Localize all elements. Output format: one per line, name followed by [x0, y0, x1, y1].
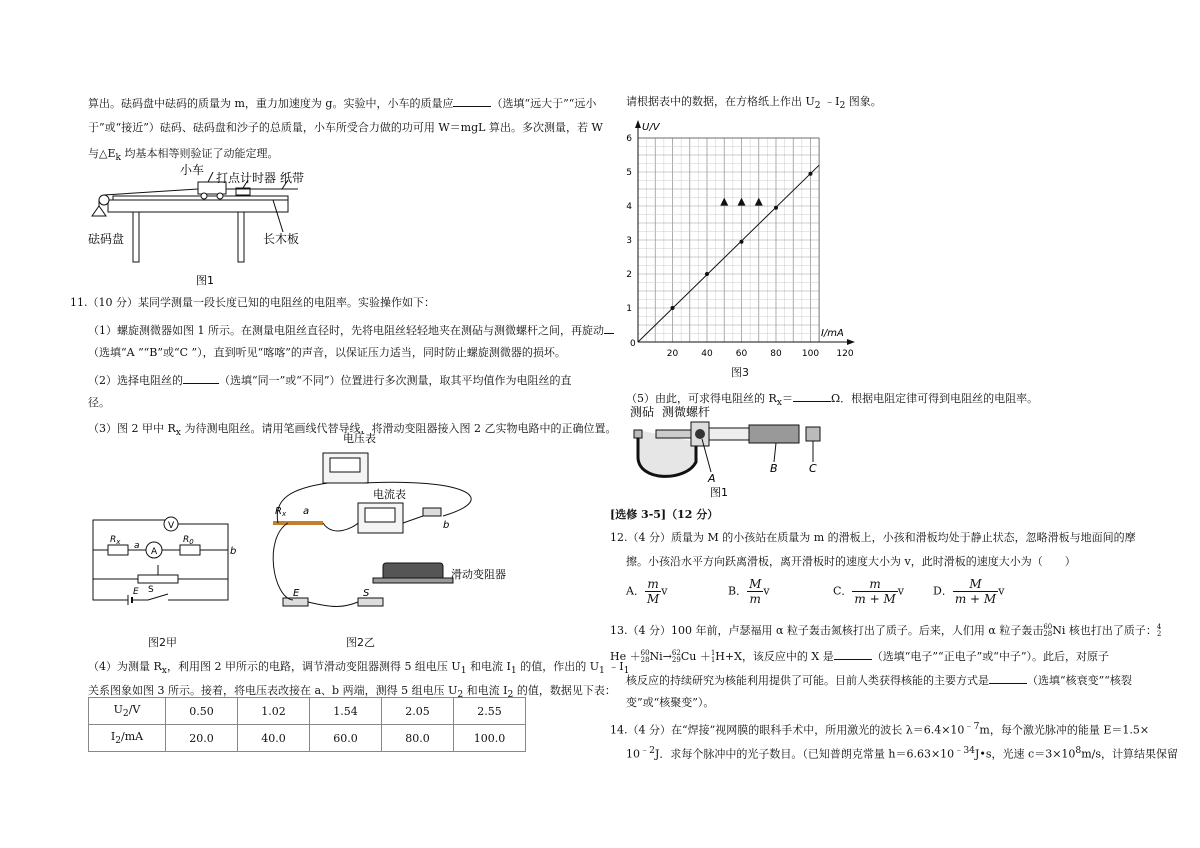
y-tick-label: 4 — [626, 202, 632, 212]
label-anvil: 测砧 — [630, 405, 655, 419]
subscript: x — [175, 427, 181, 439]
text-line — [88, 372, 572, 388]
text: m，每个激光脉冲的能量 E＝1.5× — [979, 723, 1150, 737]
label-b: b — [443, 520, 450, 531]
text: J•s，光速 c＝3×10 — [975, 747, 1076, 761]
text: （5）由此，可求得电阻丝的 R — [626, 392, 777, 405]
text: m/s，计算结果保留 — [1081, 747, 1179, 761]
string — [104, 189, 198, 195]
text-line — [626, 672, 1132, 688]
text-line: 变”或“核聚变”）。 — [626, 696, 715, 709]
x-tick-label: 60 — [735, 349, 748, 359]
option-c[interactable] — [833, 577, 904, 606]
subscript: x — [161, 665, 167, 677]
table-cell: 1.54 — [310, 698, 382, 725]
subscript: k — [115, 152, 122, 164]
answer-blank[interactable] — [183, 372, 219, 384]
figure-caption: 图2甲 — [148, 636, 177, 649]
superscript: ﹣34 — [954, 745, 975, 756]
wire — [273, 523, 293, 600]
option-label: C． — [833, 584, 853, 598]
text-line: （选填“A ”“B”或“C ”），直到听见“喀喀”的声音，以保证压力适当，同时防止螺旋测微器的损坏。 — [88, 346, 566, 359]
text-line — [610, 624, 1161, 638]
text: （4）为测量 R — [88, 660, 162, 673]
label-a: A — [708, 472, 716, 485]
anvil — [634, 430, 642, 438]
subscript: 1 — [460, 665, 467, 677]
figure-circuit-schematic — [88, 510, 248, 610]
isotope: 1 1 — [710, 649, 716, 664]
weight-tray — [92, 206, 106, 216]
subscript: 1 — [598, 665, 605, 677]
u-i-chart — [626, 112, 886, 374]
text: 13.（4 分）100 年前，卢瑟福用 α 粒子轰击氮核打出了质子。后来，人们用 α 粒子轰击 — [610, 624, 1044, 637]
r0-device — [423, 508, 441, 516]
sleeve — [709, 428, 749, 440]
text: （选填“电子”“正电子”或“中子”）。此后，对原子 — [871, 650, 1110, 663]
wheel — [201, 193, 207, 199]
figure-micrometer — [626, 402, 846, 502]
variable: v — [998, 584, 1005, 598]
subscript: 1 — [510, 665, 517, 677]
text: ，利用图 2 甲所示的电路，调节滑动变阻器测得 5 组电压 U — [166, 660, 461, 673]
text-line: 擦。小孩沿水平方向跃离滑板，离开滑板时的速度大小为 v，此时滑板的速度大小为（ ） — [626, 555, 1076, 568]
option-a[interactable] — [626, 577, 667, 606]
label-a: a — [303, 506, 310, 517]
text: （2）选择电阻丝的 — [88, 374, 183, 387]
fraction: $\frac{M}{m}$ — [749, 577, 762, 606]
text: ﹣I — [820, 95, 840, 108]
x-tick-label: 100 — [801, 349, 820, 359]
triangle-marker — [755, 198, 763, 206]
leader — [208, 172, 213, 182]
table-header: $U_2/V$ — [89, 698, 166, 725]
text: 10 — [626, 747, 640, 761]
text: 和电流 I — [466, 660, 511, 673]
text-line — [610, 648, 1109, 664]
y-tick-label: 6 — [626, 134, 632, 144]
subscript: 2 — [839, 100, 846, 112]
label-ammeter: 电流表 — [373, 488, 406, 501]
table-row — [89, 698, 526, 725]
triangle-marker — [737, 198, 745, 206]
subscript: 1 — [623, 665, 630, 677]
isotope: 60 28 — [1043, 623, 1053, 638]
x-tick-label: 120 — [836, 349, 854, 359]
option-b[interactable] — [728, 577, 770, 606]
wire — [403, 516, 423, 523]
subscript: 2 — [814, 100, 821, 112]
text: 算出。砝码盘中砝码的质量为 m，重力加速度为 g。实验中，小车的质量应 — [88, 97, 454, 110]
switch-device — [358, 598, 383, 606]
dial — [330, 458, 360, 472]
text: （选填“同一”或“不同”）位置进行多次测量，取其平均值作为电阻丝的直 — [219, 374, 572, 387]
text-line: 于”或“接近”）砝码、砝码盘和沙子的总质量，小车所受合力做的功可用 W＝mgL 算出。多次测量，若 W — [88, 121, 603, 134]
data-point — [670, 306, 674, 310]
label-spindle: 测微螺杆 — [662, 405, 711, 419]
subscript: 2 — [457, 689, 464, 701]
label-tray: 砝码盘 — [88, 232, 125, 246]
y-tick-label: 1 — [626, 304, 632, 314]
figure-caption: 图3 — [731, 366, 749, 379]
answer-blank[interactable] — [793, 390, 831, 402]
isotope: 62 29 — [671, 649, 681, 664]
text-line: 径。 — [88, 396, 110, 409]
data-point — [739, 240, 743, 244]
table-top — [108, 200, 288, 212]
section-title: [选修 3-5]（12 分） — [610, 508, 719, 521]
text-line: 12.（4 分）质量为 M 的小孩站在质量为 m 的滑板上，小孩和滑板均处于静止状态，忽略滑板与地面间的摩 — [610, 531, 1136, 544]
label-s: S — [363, 588, 370, 599]
superscript: ﹣7 — [964, 721, 980, 732]
figure-caption: 图1 — [710, 486, 728, 499]
label-rx: $R_x$ — [110, 535, 121, 546]
variable: v — [763, 584, 770, 598]
text-line — [626, 744, 1178, 762]
label-a-meter: A — [151, 547, 158, 557]
label-v: V — [168, 521, 175, 531]
isotope: 60 28 — [640, 649, 650, 664]
data-point — [808, 172, 812, 176]
text: 请根据表中的数据，在方格纸上作出 U — [626, 95, 815, 108]
text-line — [88, 322, 614, 338]
option-label: D． — [933, 584, 953, 598]
figure-caption: 图2乙 — [346, 636, 375, 649]
option-label: A． — [626, 584, 645, 598]
wire — [93, 550, 128, 600]
answer-blank[interactable] — [604, 322, 614, 334]
text-line — [88, 95, 596, 111]
text: Ω．根据电阻定律可得到电阻丝的电阻率。 — [830, 392, 1039, 405]
text-line — [88, 660, 629, 678]
table-cell: 80.0 — [382, 725, 454, 752]
text: 与△E — [88, 147, 116, 160]
label-a: a — [134, 541, 140, 551]
wire — [308, 602, 358, 607]
x-tick-label: 80 — [770, 349, 782, 359]
figure-cart-table — [88, 160, 318, 292]
label-r0: $R_0$ — [183, 535, 194, 546]
label-rx: $R_x$ — [275, 506, 287, 518]
text: 核反应的持续研究为核能利用提供了可能。目前人类获得核能的主要方式是 — [626, 674, 989, 687]
text: 均基本相等则验证了动能定理。 — [121, 147, 279, 160]
x-tick-label: 20 — [666, 349, 679, 359]
y-tick-label: 5 — [626, 168, 632, 178]
x-axis-arrow — [847, 339, 855, 345]
y-tick-label: 2 — [626, 270, 632, 280]
dial — [365, 508, 395, 522]
table-header: $I_2/mA$ — [89, 725, 166, 752]
subscript: x — [776, 397, 782, 409]
text: ＝ — [781, 392, 793, 405]
text-line — [610, 720, 1149, 738]
figure-physical-circuit — [263, 428, 523, 624]
label-e: E — [293, 588, 300, 599]
subscript: 2 — [507, 689, 514, 701]
table-cell: 60.0 — [310, 725, 382, 752]
wire — [178, 550, 228, 600]
fit-line — [638, 165, 819, 342]
text: Cu ＋ — [680, 650, 711, 663]
text: （选填“核衰变”“核裂 — [1027, 674, 1132, 687]
label-voltmeter: 电压表 — [343, 432, 376, 445]
text: 和电流 I — [463, 684, 508, 697]
battery-device — [283, 598, 308, 606]
table-cell: 0.50 — [166, 698, 238, 725]
y-axis-label: U/V — [642, 122, 660, 133]
option-label: B． — [728, 584, 748, 598]
text: （选填“远大于”“远小 — [491, 97, 597, 110]
isotope: 4 2 — [1156, 623, 1162, 638]
x-tick-label: 40 — [701, 349, 713, 359]
question-title: 11.（10 分）某同学测量一段长度已知的电阻丝的电阻率。实验操作如下： — [70, 296, 435, 309]
label-car: 小车 — [180, 163, 205, 177]
table-row — [89, 725, 526, 752]
label-b: b — [230, 546, 237, 557]
answer-blank[interactable] — [834, 648, 872, 660]
lock-knob — [695, 429, 705, 439]
label-tape: 纸带 — [280, 171, 305, 185]
text: Ni→ — [649, 650, 672, 663]
text: Ni 核也打出了质子： — [1052, 624, 1157, 637]
variable: v — [897, 584, 904, 598]
table-cell: 20.0 — [166, 725, 238, 752]
rheostat-base — [373, 578, 453, 583]
r0-resistor — [180, 545, 200, 555]
rheostat-symbol — [138, 575, 178, 583]
triangle-marker — [720, 198, 728, 206]
text: ﹣I — [604, 660, 624, 673]
wire — [323, 523, 358, 531]
table-cell: 1.02 — [238, 698, 310, 725]
fraction: $\frac{m}{M}$ — [646, 577, 660, 606]
label-s: S — [148, 585, 154, 595]
table-leg — [238, 212, 244, 262]
spindle — [656, 430, 691, 438]
ratchet — [806, 427, 820, 441]
text: 关系图象如图 3 所示。接着，将电压表改接在 a、b 两端，测得 5 组电压 U — [88, 684, 458, 697]
table-cell: 100.0 — [454, 725, 526, 752]
leader — [774, 443, 776, 462]
text: J．求每个脉冲中的光子数目。（已知普朗克常量 h＝6.63×10 — [654, 747, 955, 761]
answer-blank[interactable] — [453, 95, 491, 107]
y-axis-arrow — [635, 120, 641, 128]
label-board: 长木板 — [263, 232, 300, 246]
y-tick-label: 3 — [626, 236, 632, 246]
wheel — [217, 193, 223, 199]
table-cell: 2.05 — [382, 698, 454, 725]
text: （1）螺旋测微器如图 1 所示。在测量电阻丝直径时，先将电阻丝轻轻地夹在测砧与测微螺杆之间，再旋动 — [88, 324, 604, 337]
text-line — [626, 95, 882, 113]
text: （3）图 2 甲中 R — [88, 422, 176, 435]
x-axis-label: I/mA — [820, 328, 844, 339]
text: H+X，该反应中的 X 是 — [715, 650, 834, 663]
label-rheostat: 滑动变阻器 — [451, 568, 506, 581]
data-point — [705, 272, 709, 276]
superscript: ﹣2 — [640, 745, 655, 756]
data-point — [774, 206, 778, 210]
thimble — [749, 425, 799, 443]
text: 的值，作出的 U — [516, 660, 599, 673]
label-e: E — [133, 587, 139, 597]
fraction: $\frac{M}{m + M}$ — [954, 577, 997, 606]
label-timer: 打点计时器 — [216, 171, 277, 185]
answer-blank[interactable] — [989, 672, 1027, 684]
text: 的值，数据见下表： — [513, 684, 616, 697]
text: 为待测电阻丝。请用笔画线代替导线，将滑动变阻器接入图 2 乙实物电路中的正确位置。 — [180, 422, 617, 435]
text: 14.（4 分）在“焊接”视网膜的眼科手术中，所用激光的波长 λ＝6.4×10 — [610, 723, 965, 737]
pulley — [99, 195, 109, 205]
figure-caption: 图1 — [196, 274, 214, 287]
option-d[interactable] — [933, 577, 1004, 606]
fraction: $\frac{m}{m + M}$ — [854, 577, 896, 606]
text: 图象。 — [845, 95, 882, 108]
data-table — [88, 697, 526, 752]
label-c: C — [809, 462, 817, 475]
table-cell: 40.0 — [238, 725, 310, 752]
origin-label: 0 — [630, 339, 636, 349]
table-leg — [133, 212, 139, 262]
board — [113, 196, 288, 200]
superscript: 8 — [1075, 745, 1082, 756]
text: He ＋ — [610, 650, 641, 663]
rx-resistor — [108, 545, 128, 555]
variable: v — [661, 584, 668, 598]
label-b: B — [770, 462, 778, 475]
table-cell: 2.55 — [454, 698, 526, 725]
